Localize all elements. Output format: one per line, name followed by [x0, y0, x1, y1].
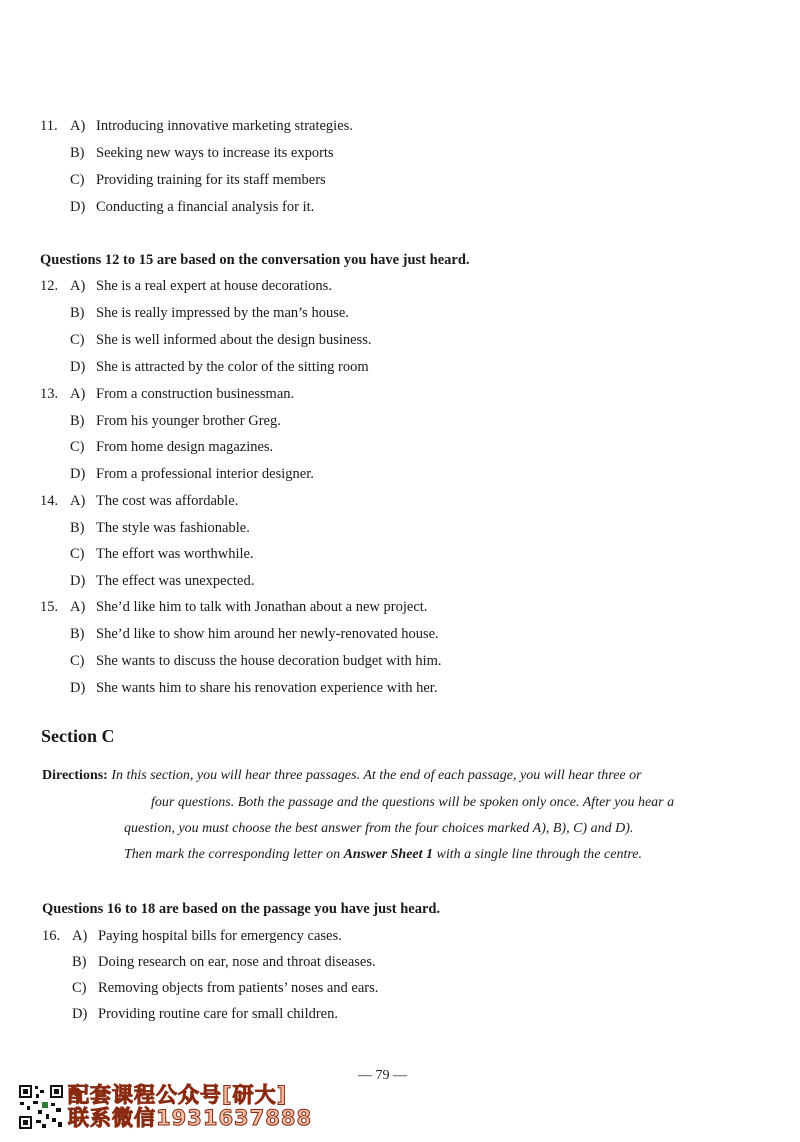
questions-12-15-header: Questions 12 to 15 are based on the conversation you have just heard. [40, 252, 470, 268]
option-letter: C) [70, 546, 85, 562]
directions-line-4: Then mark the corresponding letter on Answer Sheet 1 with a single line through the centre. [124, 847, 642, 862]
q15-option-a [40, 598, 427, 616]
option-text: From a professional interior designer. [96, 466, 314, 482]
q13-option-d [70, 465, 314, 483]
watermark-footer [18, 1084, 318, 1134]
option-text: Introducing innovative marketing strategies. [96, 118, 353, 134]
directions-line-1: Directions: In this section, you will hear three passages. At the end of each passage, you will hear three or [42, 768, 642, 783]
q13-option-a [40, 385, 294, 403]
q12-option-a [40, 277, 332, 295]
option-text: Removing objects from patients’ noses and ears. [98, 980, 379, 996]
option-text: From a construction businessman. [96, 386, 295, 402]
question-number: 16. [42, 928, 61, 944]
question-number: 12. [40, 278, 59, 294]
option-letter: D) [70, 573, 86, 589]
option-text: She is well informed about the design business. [96, 332, 372, 348]
watermark-line-2: 联系微信1931637888 [68, 1106, 313, 1130]
q12-option-b [70, 304, 349, 322]
question-number: 13. [40, 386, 59, 402]
option-text: Conducting a financial analysis for it. [96, 199, 315, 215]
option-letter: C) [70, 172, 85, 188]
option-text: The effort was worthwhile. [96, 546, 254, 562]
option-letter: B) [70, 626, 85, 642]
option-letter: B) [72, 954, 87, 970]
option-text: She’d like him to talk with Jonathan about a new project. [96, 599, 428, 615]
q11-option-c [70, 171, 326, 189]
option-letter: A) [70, 118, 86, 134]
q16-option-c [72, 979, 378, 997]
option-letter: B) [70, 520, 85, 536]
q15-option-b [70, 625, 439, 643]
directions-line-2: four questions. Both the passage and the questions will be spoken only once. After you hear a [151, 795, 675, 810]
q16-option-b [72, 953, 376, 971]
option-text: Providing training for its staff members [96, 172, 326, 188]
page-number: — 79 — [358, 1068, 407, 1083]
q11-option-a [40, 117, 353, 135]
option-text: The style was fashionable. [96, 520, 250, 536]
option-letter: D) [70, 359, 86, 375]
qr-code-icon [18, 1084, 64, 1130]
option-text: The effect was unexpected. [96, 573, 255, 589]
option-letter: C) [70, 332, 85, 348]
q16-option-a [42, 927, 342, 945]
q11-option-d [70, 198, 314, 216]
q12-option-c [70, 331, 371, 349]
option-text: Paying hospital bills for emergency cases. [98, 928, 342, 944]
question-number: 11. [40, 118, 58, 134]
q11-option-b [70, 144, 334, 162]
q14-option-c [70, 545, 254, 563]
q15-option-d [70, 679, 437, 697]
option-letter: D) [70, 199, 86, 215]
q14-option-b [70, 519, 250, 537]
answer-sheet-ref: Answer Sheet 1 [343, 847, 434, 862]
option-letter: A) [70, 278, 86, 294]
directions-label: Directions: [42, 768, 108, 783]
q16-option-d [72, 1005, 338, 1023]
option-text: From home design magazines. [96, 439, 274, 455]
option-letter: A) [72, 928, 88, 944]
option-letter: B) [70, 305, 85, 321]
option-text: She’d like to show him around her newly-renovated house. [96, 626, 439, 642]
option-letter: A) [70, 599, 86, 615]
option-text: She wants him to share his renovation experience with her. [96, 680, 438, 696]
option-letter: C) [72, 980, 87, 996]
questions-16-18-header: Questions 16 to 18 are based on the passage you have just heard. [42, 901, 441, 917]
q13-option-c [70, 438, 273, 456]
option-text: Doing research on ear, nose and throat diseases. [98, 954, 376, 970]
option-text: She wants to discuss the house decoration budget with him. [96, 653, 442, 669]
q14-option-d [70, 572, 254, 590]
q12-option-d [70, 358, 369, 376]
option-letter: D) [70, 466, 86, 482]
question-number: 15. [40, 599, 59, 615]
option-letter: D) [70, 680, 86, 696]
section-c-title: Section C [41, 726, 115, 746]
option-text: The cost was affordable. [96, 493, 239, 509]
option-text: She is really impressed by the man’s house. [96, 305, 349, 321]
option-text: Seeking new ways to increase its exports [96, 145, 334, 161]
option-text: She is a real expert at house decorations. [96, 278, 332, 294]
directions-line-3: question, you must choose the best answer from the four choices marked A), B), C) and D). [124, 821, 634, 836]
option-letter: A) [70, 493, 86, 509]
option-letter: B) [70, 413, 85, 429]
q13-option-b [70, 412, 281, 430]
watermark-text [68, 1084, 312, 1130]
option-text: Providing routine care for small children. [98, 1006, 338, 1022]
option-letter: C) [70, 653, 85, 669]
question-number: 14. [40, 493, 59, 509]
option-letter: A) [70, 386, 86, 402]
option-letter: B) [70, 145, 85, 161]
option-letter: D) [72, 1006, 88, 1022]
option-letter: C) [70, 439, 85, 455]
q14-option-a [40, 492, 238, 510]
option-text: She is attracted by the color of the sitting room [96, 359, 369, 375]
option-text: From his younger brother Greg. [96, 413, 281, 429]
q15-option-c [70, 652, 442, 670]
watermark-line-1: 配套课程公众号[研大] [68, 1083, 288, 1107]
